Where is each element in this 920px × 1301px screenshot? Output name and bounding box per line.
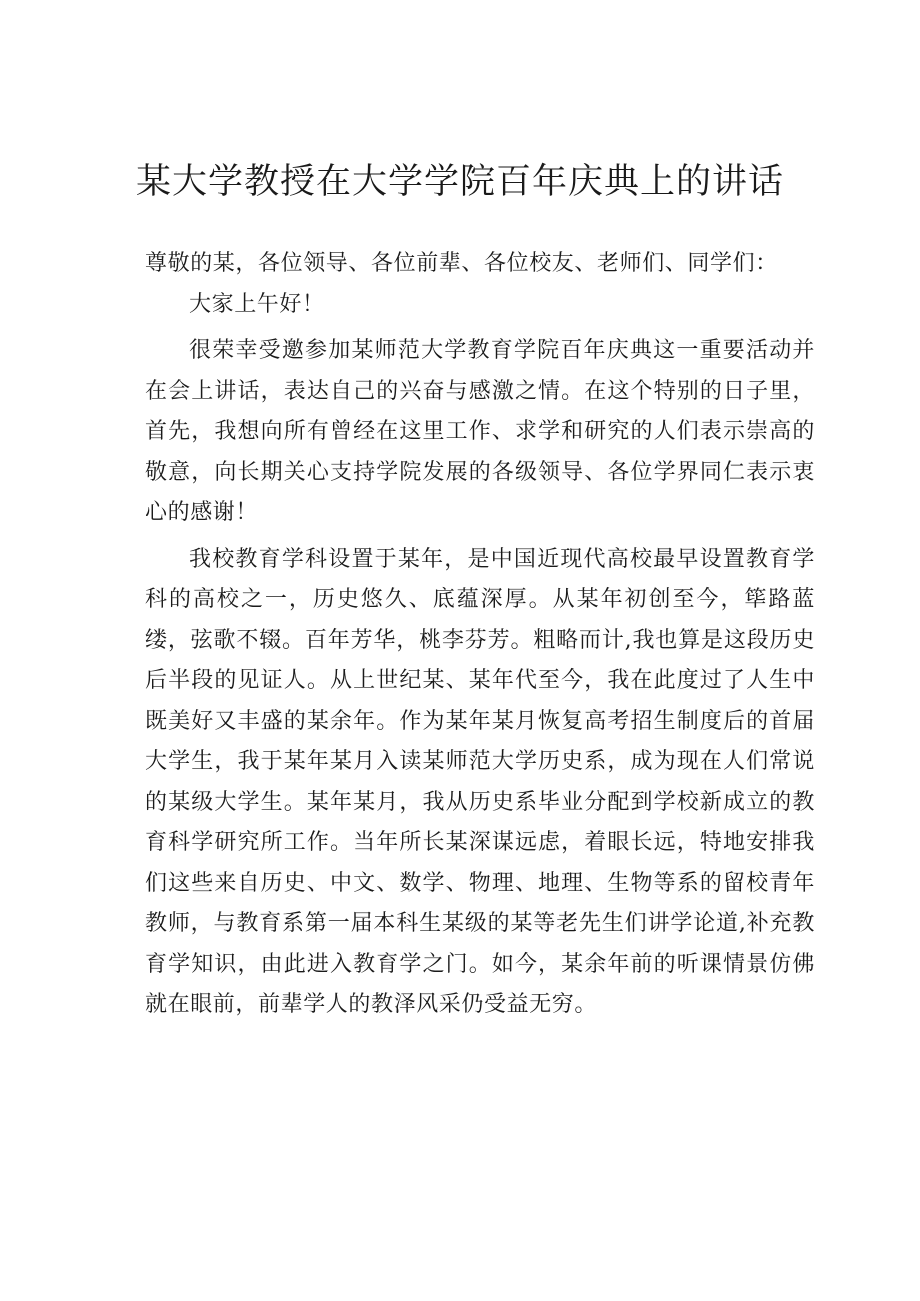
greeting: 大家上午好！ (189, 291, 325, 317)
document-title: 某大学教授在大学学院百年庆典上的讲话 (135, 162, 784, 202)
salutation: 尊敬的某，各位领导、各位前辈、各位校友、老师们、同学们： (145, 251, 778, 276)
paragraph-2: 我校教育学科设置于某年，是中国近现代高校最早设置教育学科的高校之一，历史悠久、底蕴深厚。从某年初创至今，筚路蓝缕，弦歌不辍。百年芳华，桃李芬芳。粗略而计,我也算是这段历史后半段的见证人。从上世纪某、某年代至今，我在此度过了人生中既美好又丰盛的某余年。作为某年某月恢复高考招生制度后的首届大学生，我于某年某月入读某师范大学历史系，成为现在人们常说的某级大学生。某年某月，我从历史系毕业分配到学校新成立的教育科学研究所工作。当年所长某深谋远虑，着眼长远，特地安排我们这些来自历史、中文、数学、物理、地理、生物等系的留校青年教师，与教育系第一届本科生某级的某等老先生们讲学论道,补充教育学知识，由此进入教育学之门。如今，某余年前的听课情景仿佛就在眼前，前辈学人的教泽风采仍受益无穷。 (145, 546, 815, 1017)
paragraph-1: 很荣幸受邀参加某师范大学教育学院百年庆典这一重要活动并在会上讲话，表达自己的兴奋与感激之情。在这个特别的日子里，首先，我想向所有曾经在这里工作、求学和研究的人们表示崇高的敬意，向长期关心支持学院发展的各级领导、各位学界同仁表示衷心的感谢！ (145, 338, 815, 525)
document-body (145, 244, 815, 1026)
